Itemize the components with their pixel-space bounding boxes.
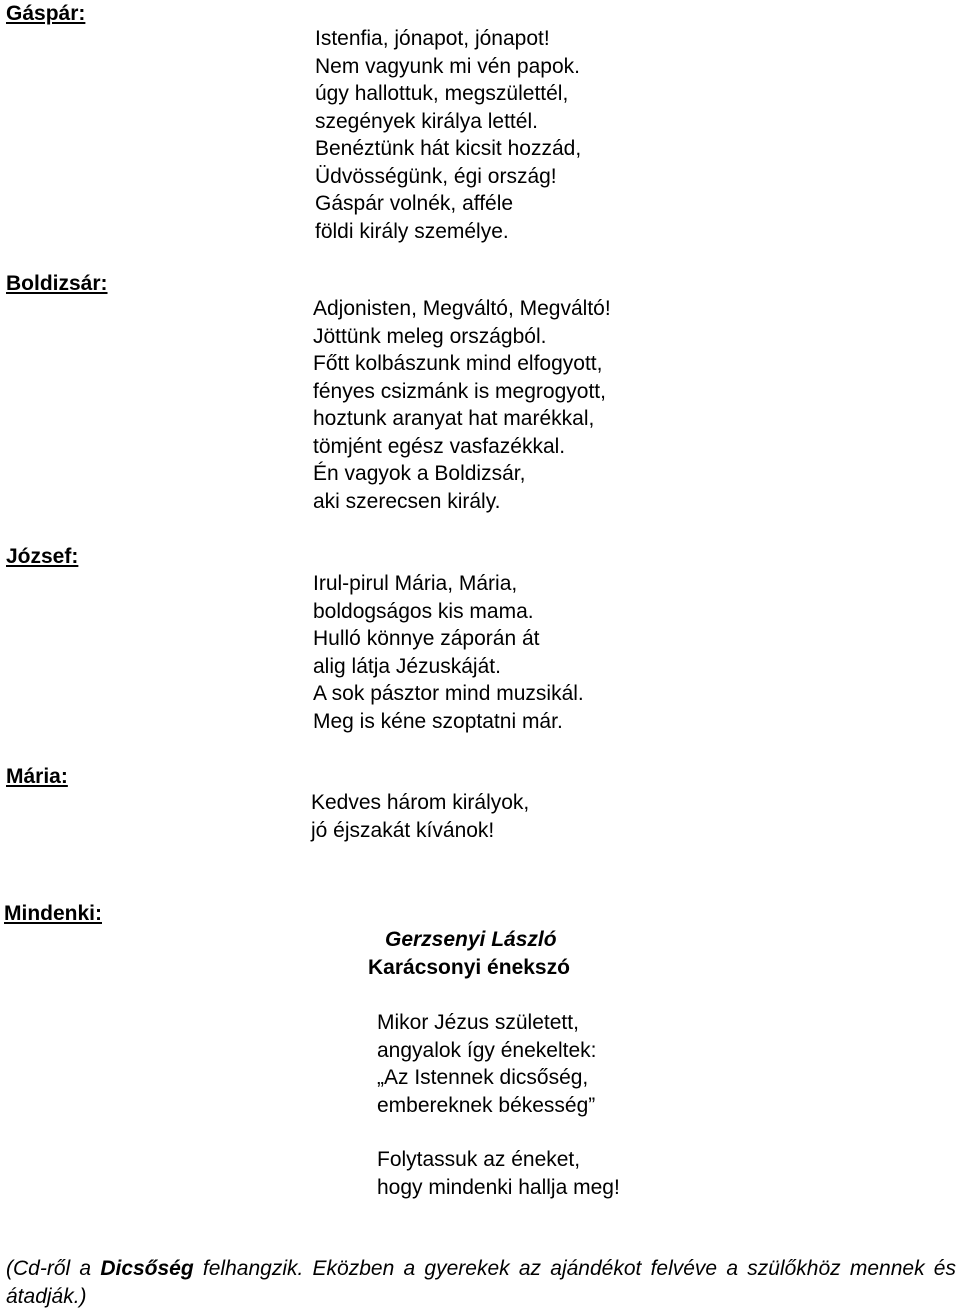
song-author: Gerzsenyi László: [385, 928, 557, 951]
verse-line: fényes csizmánk is megrogyott,: [313, 379, 606, 403]
song-line: Folytassuk az éneket,: [377, 1148, 581, 1171]
stage-direction: [6, 1255, 956, 1311]
verse-line: Hulló könnye záporán át: [313, 627, 540, 650]
speaker-maria: Mária:: [6, 765, 68, 788]
stage-direction-song-name: Dicsőség: [100, 1257, 194, 1280]
speaker-gaspar: Gáspár:: [6, 2, 86, 25]
song-line: angyalok így énekeltek:: [377, 1038, 597, 1062]
verse-line: szegények királya lettél.: [315, 109, 538, 133]
verse-line: Benéztünk hát kicsit hozzád,: [315, 137, 582, 160]
song-line: hogy mindenki hallja meg!: [377, 1175, 620, 1199]
verse-line: Gáspár volnék, afféle: [315, 192, 514, 215]
verse-line: aki szerecsen király.: [313, 489, 501, 513]
verse-line: Én vagyok a Boldizsár,: [313, 462, 526, 485]
verse-line: Istenfia, jónapot, jónapot!: [315, 27, 550, 50]
song-title: Karácsonyi énekszó: [368, 956, 570, 979]
verse-line: A sok pásztor mind muzsikál.: [313, 682, 584, 705]
verse-jozsef: [313, 570, 584, 735]
verse-line: Jöttünk meleg országból.: [313, 324, 547, 348]
song-stanza-1: [377, 1009, 596, 1119]
verse-line: Irul-pirul Mária, Mária,: [313, 572, 518, 595]
verse-line: Adjonisten, Megváltó, Megváltó!: [313, 297, 611, 320]
verse-line: tömjént egész vasfazékkal.: [313, 434, 566, 458]
speaker-jozsef: József:: [6, 545, 79, 568]
song-stanza-2: [377, 1146, 620, 1201]
verse-line: úgy hallottuk, megszülettél,: [315, 82, 569, 105]
song-line: Mikor Jézus született,: [377, 1011, 579, 1034]
speaker-mindenki: Mindenki:: [4, 902, 102, 925]
verse-boldizsar: [313, 295, 611, 515]
verse-line: Főtt kolbászunk mind elfogyott,: [313, 352, 603, 375]
stage-direction-text: felhangzik. Eközben a gyerekek az ajándékot felvéve a szülőkhöz mennek és átadják.): [6, 1257, 956, 1308]
verse-maria: [311, 789, 529, 844]
verse-line: földi király személye.: [315, 219, 509, 243]
verse-line: Üdvösségünk, égi ország!: [315, 164, 557, 188]
speaker-boldizsar: Boldizsár:: [6, 272, 108, 295]
verse-line: jó éjszakát kívánok!: [311, 818, 495, 842]
verse-line: Meg is kéne szoptatni már.: [313, 709, 563, 733]
verse-line: Nem vagyunk mi vén papok.: [315, 54, 580, 78]
verse-line: alig látja Jézuskáját.: [313, 654, 501, 678]
verse-line: boldogságos kis mama.: [313, 599, 534, 623]
verse-gaspar: [315, 25, 581, 245]
song-line: embereknek békesség”: [377, 1093, 596, 1117]
stage-direction-text: (Cd-ről a: [6, 1257, 101, 1280]
verse-line: hoztunk aranyat hat marékkal,: [313, 407, 595, 430]
song-line: „Az Istennek dicsőség,: [377, 1066, 589, 1089]
verse-line: Kedves három királyok,: [311, 791, 530, 814]
